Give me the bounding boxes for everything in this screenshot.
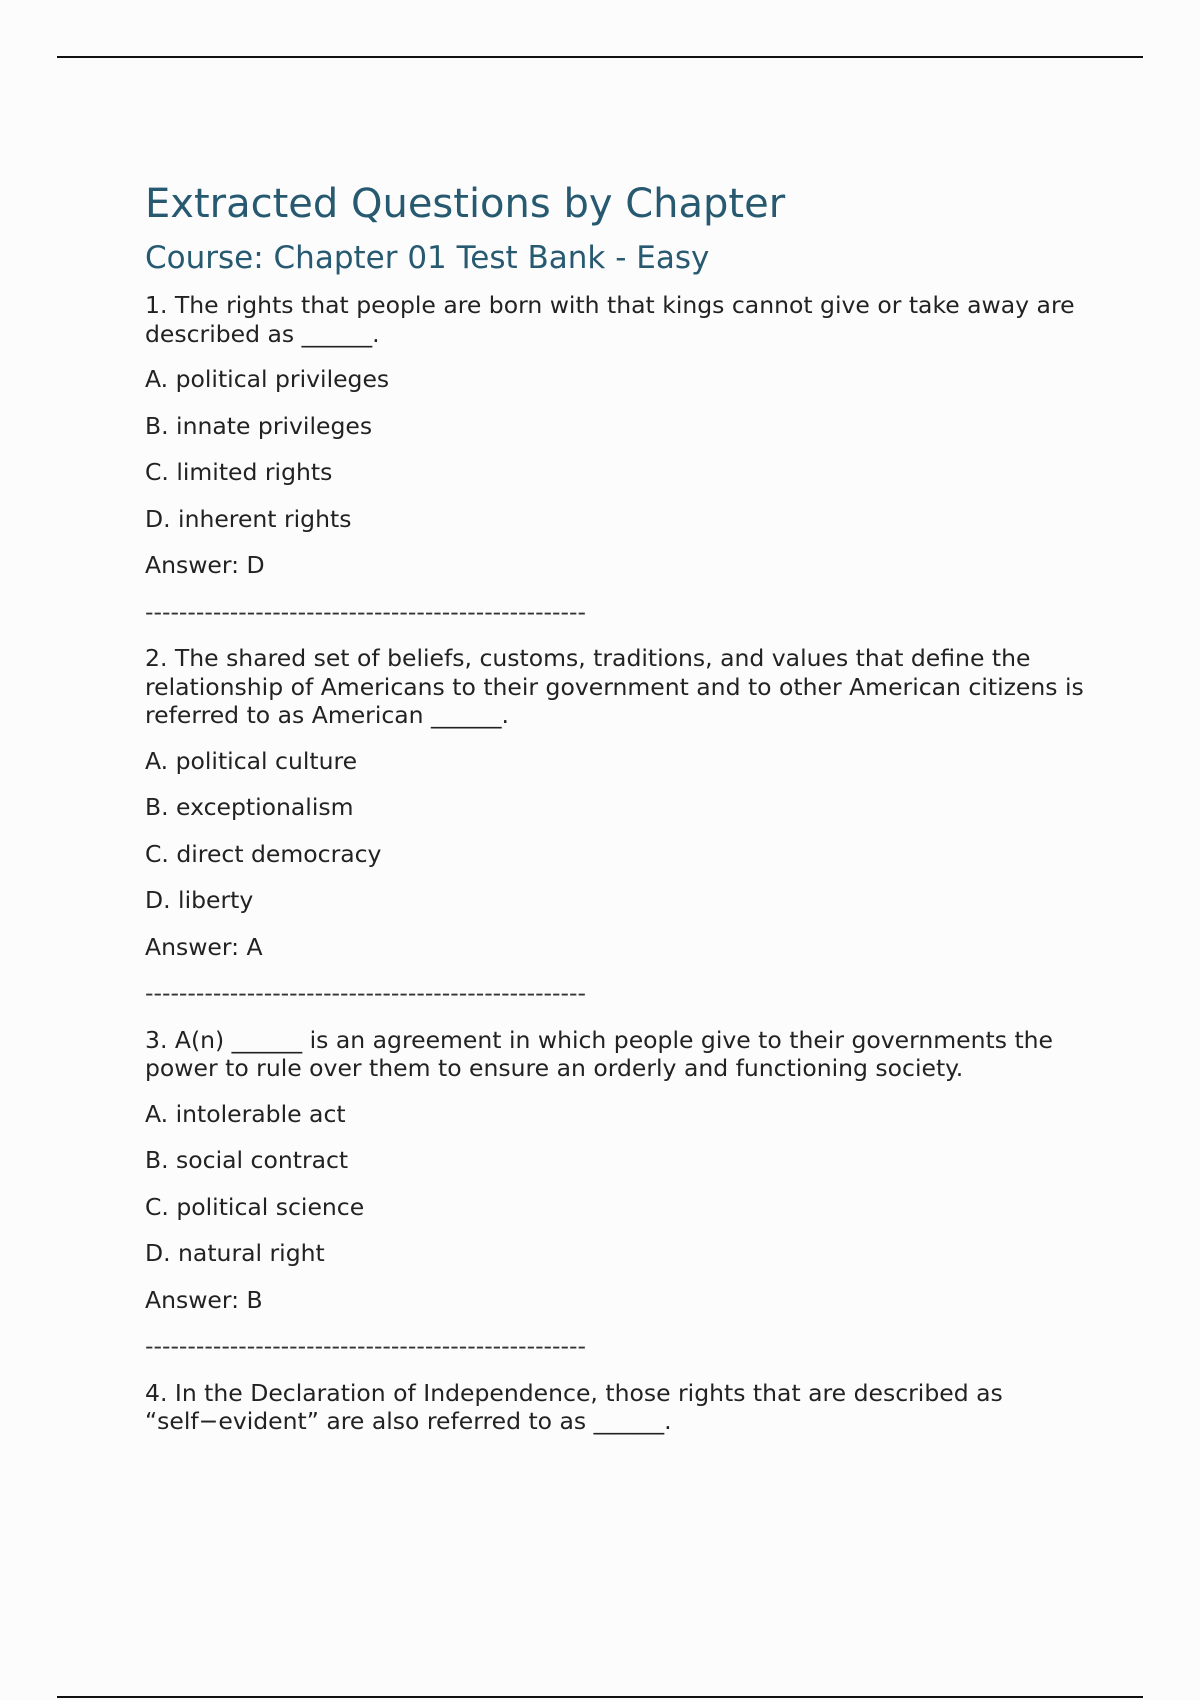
- document-body: [145, 174, 1100, 1453]
- bottom-rule: [57, 1696, 1143, 1698]
- answer-option: A. intolerable act: [145, 1099, 346, 1128]
- answer-option: B. social contract: [145, 1146, 349, 1174]
- separator-line: ----------------------------------------------------: [145, 1332, 586, 1360]
- question-text: 1. The rights that people are born with that kings cannot give or take away are described as ______.: [145, 291, 1075, 348]
- answer-option: B. innate privileges: [145, 411, 373, 440]
- question-block: [145, 1026, 1100, 1361]
- separator-line: ----------------------------------------------------: [145, 979, 586, 1007]
- question-block: [145, 644, 1100, 1008]
- answer-option: D. inherent rights: [145, 504, 352, 533]
- page-title: Extracted Questions by Chapter: [145, 181, 786, 227]
- top-rule: [57, 56, 1143, 58]
- answer-key: Answer: A: [145, 932, 263, 961]
- answer-key: Answer: D: [145, 551, 265, 579]
- answer-option: C. limited rights: [145, 458, 333, 486]
- question-text: 4. In the Declaration of Independence, those rights that are described as “self−evident” are also referred to as ______.: [145, 1378, 1003, 1435]
- answer-option: B. exceptionalism: [145, 793, 354, 821]
- question-block: [145, 291, 1100, 626]
- answer-key: Answer: B: [145, 1285, 263, 1314]
- question-text: 2. The shared set of beliefs, customs, traditions, and values that define the relationship of Americans to their government and to other American citizens is referred to as American ______.: [145, 644, 1084, 729]
- answer-option: C. direct democracy: [145, 839, 382, 868]
- answer-option: A. political culture: [145, 746, 358, 775]
- question-text: 3. A(n) ______ is an agreement in which people give to their governments the power to rule over them to ensure an orderly and functioning society.: [145, 1025, 1054, 1082]
- answer-option: C. political science: [145, 1192, 365, 1221]
- answer-option: D. liberty: [145, 886, 254, 914]
- course-subtitle: Course: Chapter 01 Test Bank - Easy: [145, 240, 710, 276]
- question-block: [145, 1379, 1100, 1436]
- answer-option: A. political privileges: [145, 365, 390, 393]
- answer-option: D. natural right: [145, 1239, 325, 1267]
- separator-line: ----------------------------------------------------: [145, 597, 586, 626]
